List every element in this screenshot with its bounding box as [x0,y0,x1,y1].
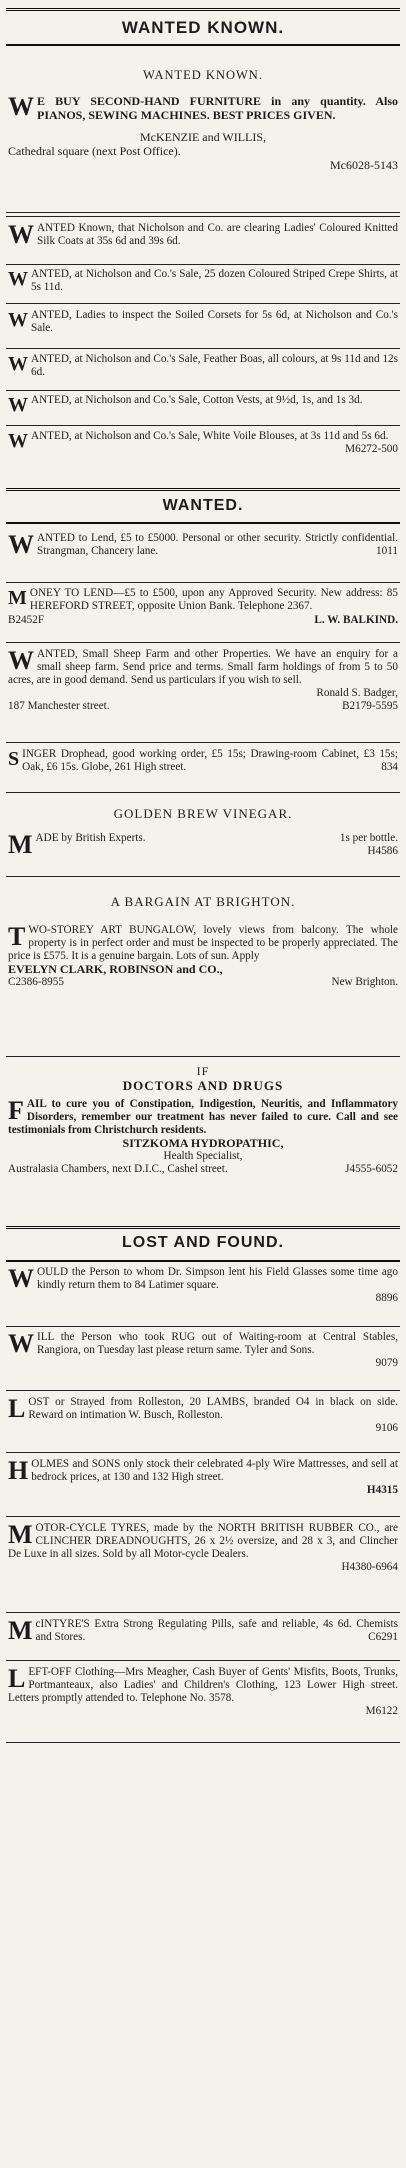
ad-lambs [8,1396,398,1435]
rule [6,1612,400,1613]
ad-code: B2452F [8,614,45,626]
ad-code: H4380-6964 [341,1561,398,1573]
drop-cap: W [8,394,28,416]
ad-body: ANTED to Lend, £5 to £5000. Personal or other security. Strictly confidential. Strangman, Chancery lane. [37,532,398,557]
ad-brighton-bungalow [8,924,398,989]
ad-balkind [8,587,398,627]
ad-code: C6291 [368,1631,398,1643]
drop-cap: W [8,268,28,290]
rule [6,1452,400,1453]
rule [6,1390,400,1391]
ad-body: ANTED, at Nicholson and Co.'s Sale, 25 dozen Coloured Striped Crepe Shirts, at 5s 11d. [31,268,398,293]
ad-name: L. W. BALKIND. [314,614,398,626]
ad-doctors-drugs [8,1098,398,1176]
ad-body: ILL the Person who took RUG out of Waiting-room at Central Stables, Rangiora, on Tuesday last please return same. Tyler and Sons. [37,1331,398,1356]
drop-cap: M [8,1616,33,1645]
ad-nicholson-shirts [8,268,398,294]
ad-sheep-farm [8,648,398,713]
ad-firm: McKENZIE and WILLIS, [139,130,267,144]
rule [6,1660,400,1661]
rule [6,216,400,217]
drop-cap: M [8,830,33,859]
ad-body: ONEY TO LEND—£5 to £500, upon any Approved Security. New address: 85 HEREFORD STREET, opposite Union Bank. Telephone 2367. [29,587,398,612]
ad-code: Mc6028-5143 [330,158,398,172]
ad-heading: A BARGAIN AT BRIGHTON. [110,894,296,909]
ad-rug [8,1331,398,1370]
ad-body: EFT-OFF Clothing—Mrs Meagher, Cash Buyer of Gents' Misfits, Boots, Trunks, Portmanteaux, also Ladies' and Children's Clothing, 123 Lower High street. Letters promptly attended to. Telephone No. 3578. [8,1666,398,1704]
rule [6,1326,400,1327]
ad-code: C2386-8955 [8,976,64,988]
rule [6,1056,400,1057]
ad-body: AIL to cure you of Constipation, Indigestion, Neuritis, and Inflammatory Disorders, remember our treatment has never failed to cure. Call and see testimonials from Christchurch residents. [8,1098,398,1136]
drop-cap: F [8,1096,24,1125]
drop-cap: W [8,220,34,249]
ad-motor-tyres [8,1522,398,1574]
section-header-lost-found: LOST AND FOUND. [122,1234,284,1251]
section-rule [6,1260,400,1262]
drop-cap: W [8,353,28,375]
drop-cap: T [8,922,26,951]
ad-mattresses [8,1458,398,1497]
drop-cap: L [8,1394,26,1423]
section-rule [6,522,400,524]
ad-body: ANTED, at Nicholson and Co.'s Sale, White Voile Blouses, at 3s 11d and 5s 6d. [31,430,389,442]
drop-cap: W [8,646,34,675]
ad-body: ANTED, at Nicholson and Co.'s Sale, Feather Boas, all colours, at 9s 11d and 12s 6d. [31,353,398,378]
ad-nicholson-corsets [8,309,398,335]
section-rule [6,44,400,46]
ad-code: B2179-5595 [342,700,398,712]
drop-cap: H [8,1456,29,1485]
ad-body: OLMES and SONS only stock their celebrated 4-ply Wire Mattresses, and sell at bedrock prices, at 130 and 132 High street. [31,1458,398,1483]
ad-address: 187 Manchester street. [8,700,110,712]
rule [6,212,400,213]
rule [6,792,400,793]
ad-code: 9106 [375,1422,398,1434]
ad-singer [8,748,398,774]
ad-place: New Brighton. [331,976,398,988]
ad-heading: WANTED KNOWN. [143,68,263,82]
drop-cap: W [8,92,34,121]
ad-code: H4586 [367,845,398,857]
ad-pills [8,1618,398,1644]
ad-field-glasses [8,1266,398,1305]
ad-address: Cathedral square (next Post Office). [8,144,181,158]
rule [6,303,400,304]
ad-address: Australasia Chambers, next D.I.C., Cashel street. [8,1163,228,1175]
ad-price: 1s per bottle. [339,832,398,844]
ad-heading: IF [196,1064,210,1078]
ad-code: 8896 [375,1292,398,1304]
rule [6,390,400,391]
section-rule [6,1226,400,1229]
drop-cap: L [8,1664,26,1693]
ad-body: ADE by British Experts. [35,832,146,844]
ad-body: OST or Strayed from Rolleston, 20 LAMBS, branded O4 in black on side. Reward on intimation W. Busch, Rolleston. [28,1396,398,1421]
drop-cap: M [8,587,27,609]
ad-body: ANTED Known, that Nicholson and Co. are clearing Ladies' Coloured Knitted Silk Coats at 35s 6d and 39s 6d. [37,222,398,247]
ad-body: E BUY SECOND-HAND FURNITURE in any quantity. Also PIANOS, SEWING MACHINES. BEST PRICES GIVEN. [37,94,398,122]
drop-cap: S [8,748,20,770]
ad-title: Health Specialist, [163,1150,243,1162]
ad-body: INGER Drophead, good working order, £5 15s; Drawing-room Cabinet, £3 15s; Oak, £6 15s. Globe, 261 High street. [22,748,398,773]
ad-body: WO-STOREY ART BUNGALOW, lovely views from balcony. The whole property is in perfect order and must be inspected to be properly appreciated. The price is £575. It is a genuine bargain. Lots of sun. Apply [8,924,398,962]
section-rule [6,488,400,491]
ad-nicholson-coats [8,222,398,248]
ad-code: 1011 [376,545,398,557]
drop-cap: W [8,530,34,559]
ad-code: M6272-500 [345,443,398,455]
section-header-wanted: WANTED. [162,497,244,514]
rule [6,642,400,643]
rule [6,348,400,349]
ad-firm: EVELYN CLARK, ROBINSON and CO., [8,962,223,976]
ad-body: ANTED, Small Sheep Farm and other Properties. We have an enquiry for a small sheep farm. Send price and terms. Small farm holdings of from 5 to 50 acres, are in good demand. Send us particulars if you wish to sell. [8,648,398,686]
drop-cap: W [8,309,28,331]
ad-name: Ronald S. Badger, [316,687,398,699]
section-header-wanted-known: WANTED KNOWN. [121,18,285,37]
ad-nicholson-blouses [8,430,398,456]
ad-vinegar [8,832,398,858]
ad-name: SITZKOMA HYDROPATHIC, [122,1136,284,1150]
ad-body: ANTED, Ladies to inspect the Soiled Corsets for 5s 6d, at Nicholson and Co.'s Sale. [31,309,398,334]
ad-code: 834 [381,761,398,773]
drop-cap: W [8,430,28,452]
ad-left-off-clothing [8,1666,398,1718]
drop-cap: W [8,1329,34,1358]
rule [6,1516,400,1517]
rule [6,876,400,877]
rule [6,264,400,265]
ad-code: 9079 [375,1357,398,1369]
ad-code: M6122 [365,1705,398,1717]
ad-body: cINTYRE'S Extra Strong Regulating Pills, safe and reliable, 4s 6d. Chemists and Stores. [35,1618,398,1643]
ad-code: J4555-6052 [345,1163,398,1175]
bottom-rule [6,1742,400,1743]
drop-cap: W [8,1264,34,1293]
ad-heading: DOCTORS AND DRUGS [122,1078,284,1093]
rule [6,742,400,743]
ad-furniture [8,94,398,172]
ad-heading: GOLDEN BREW VINEGAR. [113,806,293,821]
ad-money-lend [8,532,398,558]
ad-nicholson-boas [8,353,398,379]
ad-body: OTOR-CYCLE TYRES, made by the NORTH BRITISH RUBBER CO., are CLINCHER DREADNOUGHTS, 26 x 2½ oversize, and 28 x 3, and Clincher De Luxe in all sizes. Sold by all Motor-cycle Dealers. [8,1522,398,1560]
rule [6,425,400,426]
ad-code: H4315 [366,1484,398,1496]
ad-body: ANTED, at Nicholson and Co.'s Sale, Cotton Vests, at 9½d, 1s, and 1s 3d. [31,394,363,406]
rule [6,582,400,583]
drop-cap: M [8,1520,33,1549]
ad-nicholson-vests [8,394,398,415]
top-rule [6,8,400,11]
ad-body: OULD the Person to whom Dr. Simpson lent his Field Glasses some time ago kindly return them to 84 Latimer square. [37,1266,398,1291]
